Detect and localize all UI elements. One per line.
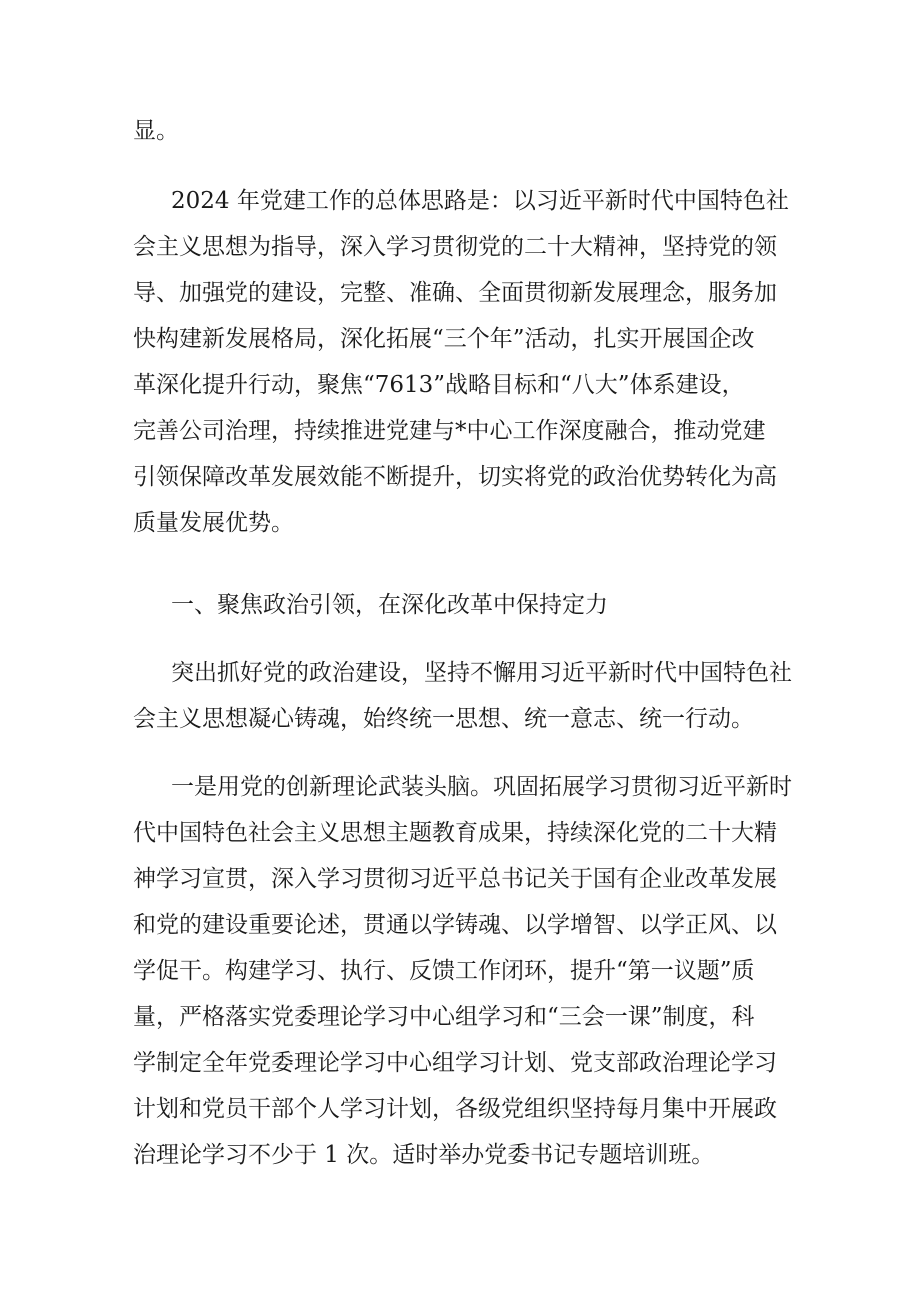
- text-line: 引领保障改革发展效能不断提升，切实将党的政治优势转化为高: [133, 464, 777, 490]
- text-line: 质量发展优势。: [133, 510, 294, 536]
- text-line: 一是用党的创新理论武装头脑。巩固拓展学习贯彻习近平新时: [171, 774, 792, 800]
- heading-line: 一、聚焦政治引领，在深化改革中保持定力: [171, 592, 608, 618]
- text-line: 突出抓好党的政治建设，坚持不懈用习近平新时代中国特色社: [171, 660, 792, 686]
- text-line: 革深化提升行动，聚焦“7613”战略目标和“八大”体系建设，: [133, 372, 745, 398]
- section-heading: [133, 582, 793, 628]
- text-line: 代中国特色社会主义思想主题教育成果，持续深化党的二十大精: [133, 820, 777, 846]
- text-line: 计划和党员干部个人学习计划，各级党组织坚持每月集中开展政: [133, 1096, 777, 1122]
- text-line: 会主义思想为指导，深入学习贯彻党的二十大精神，坚持党的领: [133, 234, 777, 260]
- text-line: 2024 年党建工作的总体思路是：以习近平新时代中国特色社: [171, 188, 789, 214]
- paragraph-theory-arming: [133, 764, 793, 1178]
- text-line: 神学习宣贯，深入学习贯彻习近平总书记关于国有企业改革发展: [133, 866, 777, 892]
- text-line: 完善公司治理，持续推进党建与*中心工作深度融合，推动党建: [133, 418, 766, 444]
- text-line: 量，严格落实党委理论学习中心组学习和“三会一课”制度，科: [133, 1004, 755, 1030]
- text-line: 学促干。构建学习、执行、反馈工作闭环，提升“第一议题”质: [133, 958, 755, 984]
- text-line: 和党的建设重要论述，贯通以学铸魂、以学增智、以学正风、以: [133, 912, 777, 938]
- text-line: 快构建新发展格局，深化拓展“三个年”活动，扎实开展国企改: [133, 326, 755, 352]
- text-line: 导、加强党的建设，完整、准确、全面贯彻新发展理念，服务加: [133, 280, 777, 306]
- paragraph-political-building: [133, 650, 793, 742]
- text-line: 会主义思想凝心铸魂，始终统一思想、统一意志、统一行动。: [133, 706, 754, 732]
- text-line: 显。: [133, 118, 179, 144]
- text-line: 学制定全年党委理论学习中心组学习计划、党支部政治理论学习: [133, 1050, 777, 1076]
- paragraph-overall-approach: [133, 178, 793, 546]
- paragraph-continuation: [133, 108, 793, 154]
- text-line: 治理论学习不少于 1 次。适时举办党委书记专题培训班。: [133, 1142, 715, 1168]
